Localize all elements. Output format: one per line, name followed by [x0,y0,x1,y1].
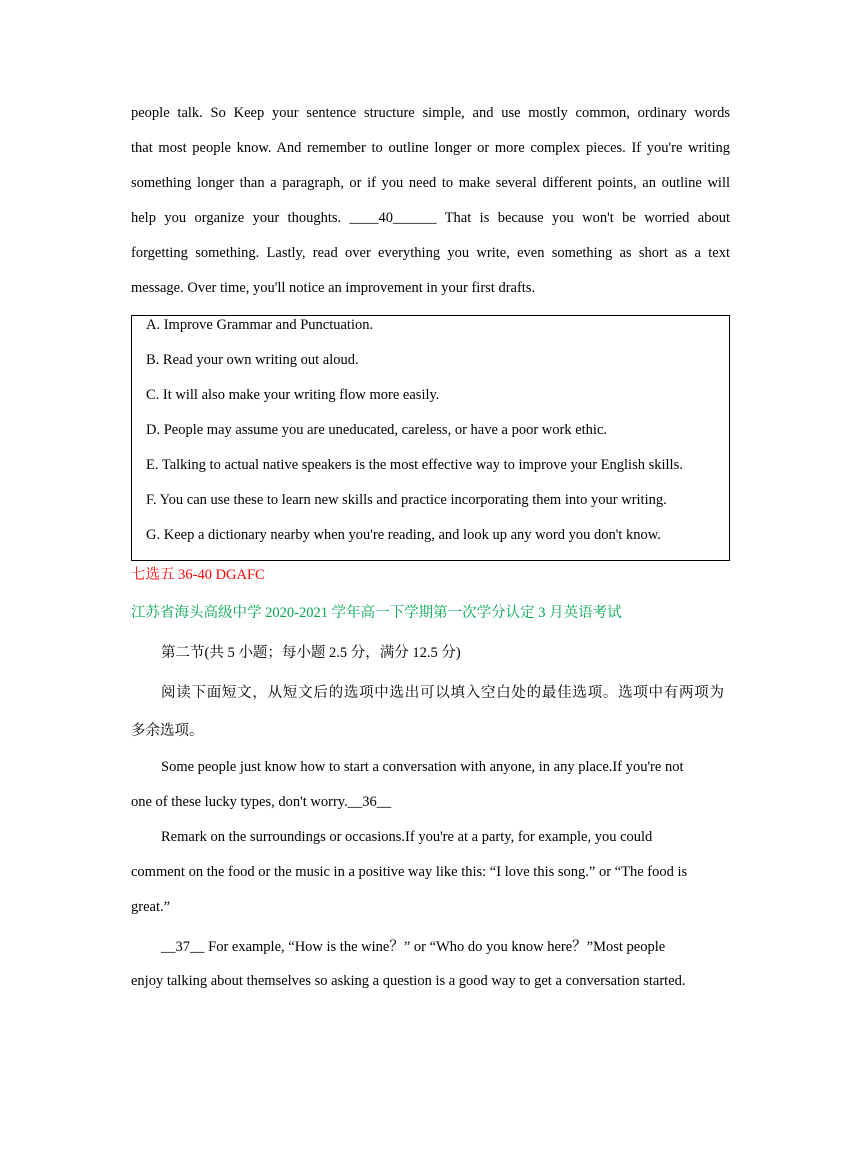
option-b: B. Read your own writing out aloud. [146,352,359,368]
passage2-line: Some people just know how to start a conversation with anyone, in any place.If you're not [161,759,684,775]
passage2-line: comment on the food or the music in a positive way like this: “I love this song.” or “The food is [131,864,688,880]
blank-37: __37__ [161,939,205,955]
option-c: C. It will also make your writing flow more easily. [146,387,440,403]
passage2-line: __37__ For example, “How is the wine？” or “Who do you know here？”Most people [161,939,666,955]
passage1-line: that most people know. And remember to outline longer or more complex pieces. If you're writing [131,140,730,156]
passage1-line: message. Over time, you'll notice an improvement in your first drafts. [131,280,536,296]
source-title: 江苏省海头高级中学 2020-2021 学年高一下学期第一次学分认定 3 月英语考试 [131,605,622,621]
passage2-line: enjoy talking about themselves so asking a question is a good way to get a conversation started. [131,973,686,989]
passage1-line: help you organize your thoughts. ____40______ That is because you won't be worried about [131,210,730,226]
options-box [131,315,730,561]
passage2-line: great.” [131,899,171,915]
passage1-line: forgetting something. Lastly, read over everything you write, even something as short as a text [131,245,730,261]
answer-key: 七选五 36-40 DGAFC [131,567,265,583]
option-e: E. Talking to actual native speakers is the most effective way to improve your English skills. [146,457,683,473]
option-a: A. Improve Grammar and Punctuation. [146,317,374,333]
blank-40: ____40______ [349,210,437,226]
option-d: D. People may assume you are uneducated, careless, or have a poor work ethic. [146,422,608,438]
instruction-line: 多余选项。 [131,723,204,739]
passage2-line: Remark on the surroundings or occasions.If you're at a party, for example, you could [161,829,653,845]
blank-36: __36__ [347,794,392,810]
option-f: F. You can use these to learn new skills and practice incorporating them into your writing. [146,492,667,508]
passage1-line: people talk. So Keep your sentence structure simple, and use mostly common, ordinary words [131,105,730,121]
section-title: 第二节(共 5 小题；每小题 2.5 分，满分 12.5 分) [161,645,461,661]
passage2-line: one of these lucky types, don't worry.__36__ [131,794,392,810]
passage1-line: something longer than a paragraph, or if you need to make several different points, an outline will [131,175,730,191]
instruction-line: 阅读下面短文，从短文后的选项中选出可以填入空白处的最佳选项。选项中有两项为 [161,685,724,701]
option-g: G. Keep a dictionary nearby when you're reading, and look up any word you don't know. [146,527,661,543]
